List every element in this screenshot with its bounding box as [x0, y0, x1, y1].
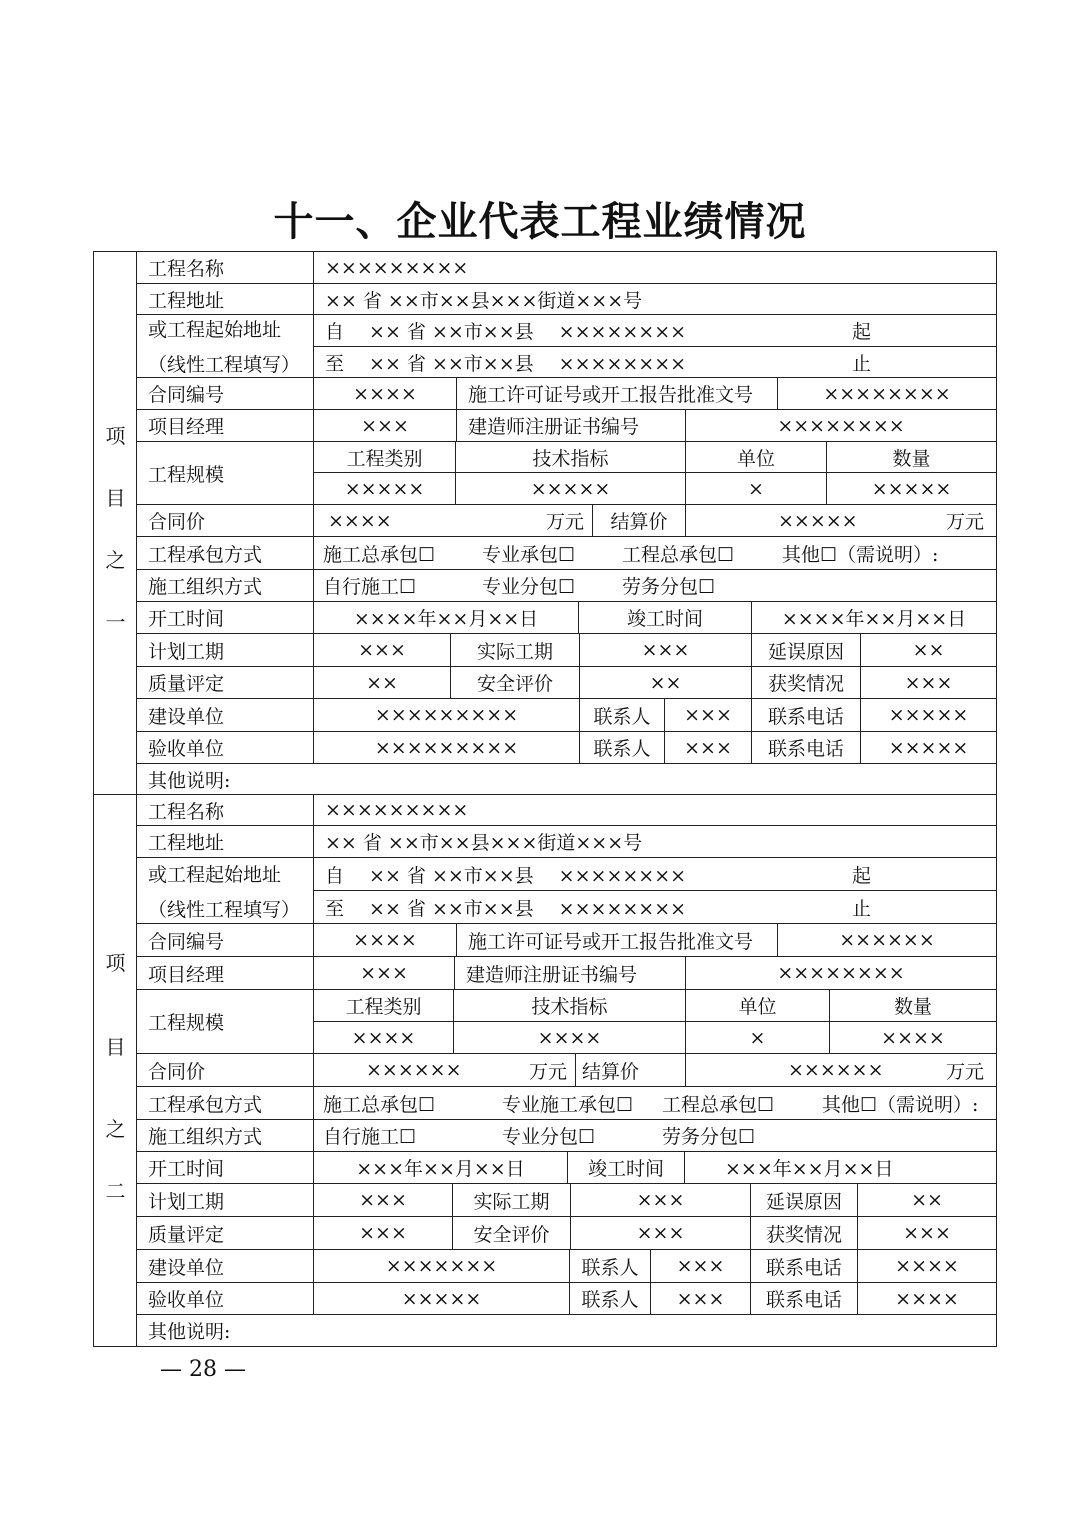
row-scale-headers: 工程类别 技术指标 单位 数量 — [314, 990, 996, 1022]
row-address: 工程地址 ×× 省 ××市××县×××街道×××号 — [137, 826, 996, 858]
row-contract-no: 合同编号 ×××× 施工许可证号或开工报告批准文号 ×××××× — [137, 924, 996, 957]
row-route-from: 自 ×× 省 ××市××县 ×××××××× 起 — [314, 858, 996, 891]
row-other: 其他说明: — [148, 1320, 231, 1343]
row-route-to: 至 ×× 省 ××市××县 ×××××××× 止 — [314, 347, 996, 378]
row-accept: 验收单位 ××××× 联系人 ××× 联系电话 ×××× — [137, 1283, 996, 1315]
row-dates: 开工时间 ××××年××月××日 竣工时间 ××××年××月××日 — [137, 602, 996, 634]
row-organization: 施工组织方式 自行施工☐ 专业分包☐ 劳务分包☐ — [137, 1120, 996, 1152]
side-label: 项 目 之 一 — [94, 252, 137, 794]
row-contracting: 工程承包方式 施工总承包☐ 专业施工承包☐ 工程总承包☐ 其他☐（需说明）: — [137, 1087, 996, 1120]
row-name: 工程名称 ××××××××× — [137, 252, 996, 284]
scale-label: 工程规模 — [137, 990, 314, 1054]
row-quality: 质量评定 ×× 安全评价 ×× 获奖情况 ××× — [137, 667, 996, 699]
row-address: 工程地址 ×× 省 ××市××县×××街道×××号 — [137, 284, 996, 315]
row-dates: 开工时间 ×××年××月××日 竣工时间 ×××年××月××日 — [137, 1152, 996, 1184]
row-price: 合同价 ×××××× 万元 结算价 ×××××× 万元 — [137, 1054, 996, 1087]
row-manager: 项目经理 ××× 建造师注册证书编号 ×××××××× — [137, 957, 996, 990]
row-plan: 计划工期 ××× 实际工期 ××× 延误原因 ×× — [137, 634, 996, 667]
row-other: 其他说明: — [148, 770, 231, 792]
route-label: 或工程起始地址 （线性工程填写） — [137, 858, 314, 924]
route-label: 或工程起始地址 （线性工程填写） — [137, 315, 314, 378]
page-number: — 28 — — [160, 1357, 246, 1382]
row-builder: 建设单位 ××××××××× 联系人 ××× 联系电话 ××××× — [137, 699, 996, 732]
row-contract-no: 合同编号 ×××× 施工许可证号或开工报告批准文号 ×××××××× — [137, 378, 996, 410]
row-scale-values: ××××× ××××× × ××××× — [314, 473, 996, 505]
row-organization: 施工组织方式 自行施工☐ 专业分包☐ 劳务分包☐ — [137, 570, 996, 602]
scale-label: 工程规模 — [137, 442, 314, 505]
row-quality: 质量评定 ××× 安全评价 ××× 获奖情况 ××× — [137, 1217, 996, 1250]
row-plan: 计划工期 ××× 实际工期 ××× 延误原因 ×× — [137, 1184, 996, 1217]
project-section-1 — [93, 251, 997, 795]
row-route-from: 自 ×× 省 ××市××县 ×××××××× 起 — [314, 315, 996, 347]
row-accept: 验收单位 ××××××××× 联系人 ××× 联系电话 ××××× — [137, 732, 996, 764]
side-label: 项 目 之 二 — [94, 795, 137, 1346]
row-manager: 项目经理 ××× 建造师注册证书编号 ×××××××× — [137, 410, 996, 442]
project-section-2 — [93, 795, 997, 1347]
row-route-to: 至 ×× 省 ××市××县 ×××××××× 止 — [314, 891, 996, 924]
row-name: 工程名称 ××××××××× — [137, 795, 996, 826]
row-scale-values: ×××× ×××× × ×××× — [314, 1022, 996, 1054]
row-builder: 建设单位 ××××××× 联系人 ××× 联系电话 ×××× — [137, 1250, 996, 1283]
row-contracting: 工程承包方式 施工总承包☐ 专业承包☐ 工程总承包☐ 其他☐（需说明）: — [137, 537, 996, 570]
page-title: 十一、企业代表工程业绩情况 — [273, 198, 807, 245]
row-scale-headers: 工程类别 技术指标 单位 数量 — [314, 442, 996, 473]
row-price: 合同价 ×××× 万元 结算价 ××××× 万元 — [137, 505, 996, 537]
